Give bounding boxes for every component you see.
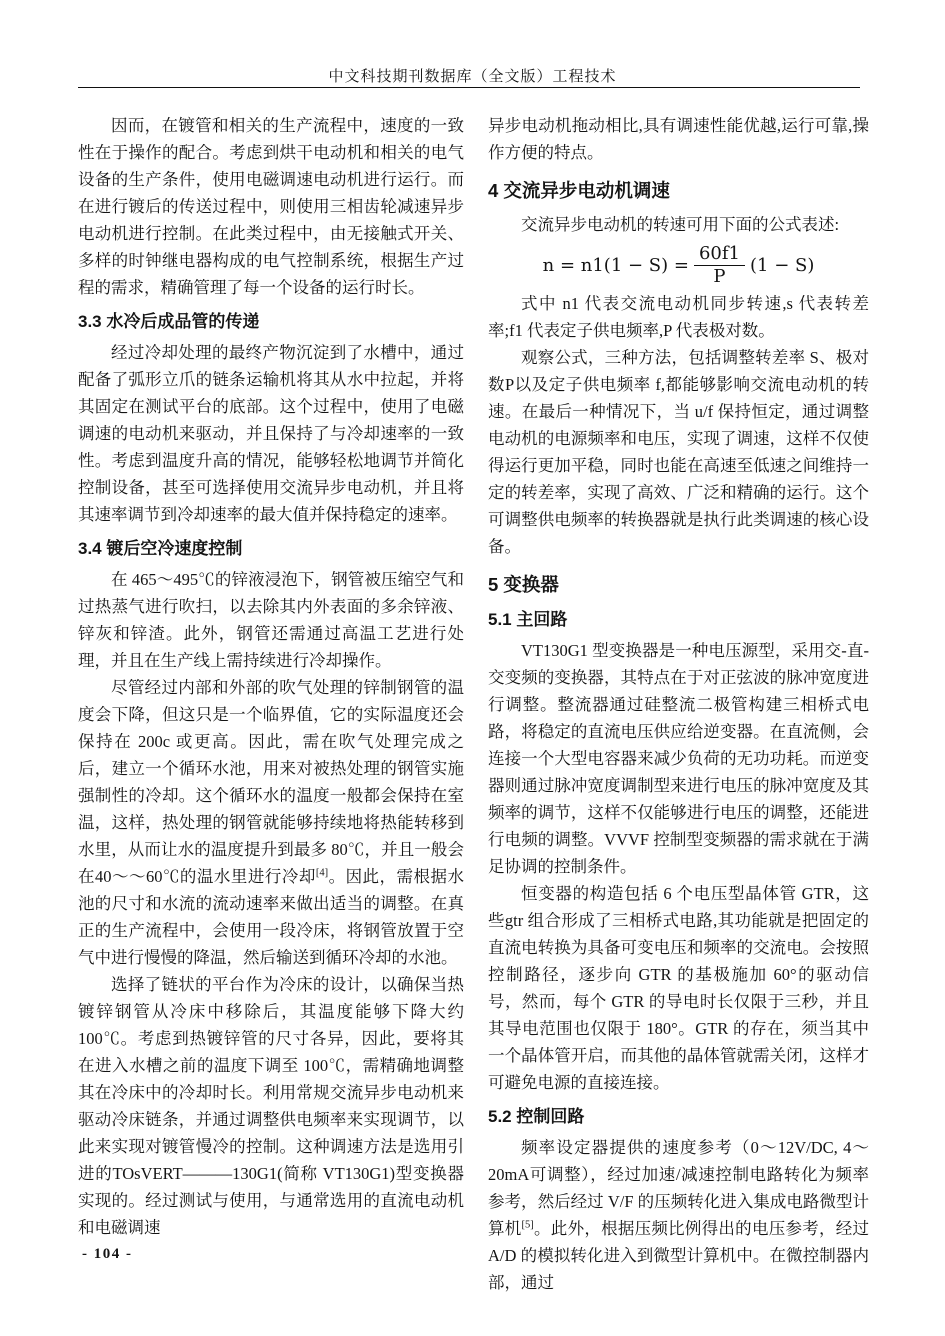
paragraph xyxy=(488,1134,869,1296)
equation-rhs: (1 − S) xyxy=(750,254,815,276)
section-heading-5: 5 变换器 xyxy=(488,574,559,596)
paragraph-continuation: 异步电动机拖动相比,具有调速性能优越,运行可靠,操作方便的特点。 xyxy=(488,116,869,162)
section-heading-5-1: 5.1 主回路 xyxy=(488,610,568,630)
paragraph-text: 尽管经过内部和外部的吹气处理的锌制钢管的温度会下降，但这只是一个临界值，它的实际温度还会保持在 200c 或更高。因此，需在吹气处理完成之后，建立一个循环水池，用来对被热处理的钢管实施强制性的冷却。这个循环水的温度一般都会保持在室温，这样，热处理的钢管就能够持续地将热能转移到水里，从而让水的温度提升到最多 80℃，并且一般会在40～～60℃的温水里进行冷却 xyxy=(78,678,464,886)
paragraph: 恒变器的构造包括 6 个电压型晶体管 GTR，这些gtr 组合形成了三相桥式电路,其功能就是把固定的直流电转换为具备可变电压和频率的交流电。会按照控制路径，逐步向 GTR 的基极施加 60°的驱动信号，然而，每个 GTR 的导电时长仅限于三秒，并且其导电范围也仅限于 180°。GTR 的存在，须当其中一个晶体管开启，而其他的晶体管就需关闭，这样才可避免电源的直接连接。 xyxy=(488,884,869,1093)
section-heading-4: 4 交流异步电动机调速 xyxy=(488,180,670,201)
paragraph: 经过冷却处理的最终产物沉淀到了水槽中，通过配备了弧形立爪的链条运输机将其从水中拉起，并将其固定在测试平台的底部。这个过程中，使用了电磁调速的电动机来驱动，并且保持了与冷却速率的一致性。考虑到温度升高的情况，能够轻松地调节并简化控制设备，甚至可选择使用交流异步电动机，并且将其速率调节到冷却速率的最大值并保持稳定的速率。 xyxy=(78,343,464,524)
equation-motor-speed xyxy=(488,243,869,287)
paragraph-text: 。因此，需根据水池的尺寸和水流的流动速率来做出适当的调整。在真正的生产流程中，会使用一段冷床，将钢管放置于空气中进行慢慢的降温，然后输送到循环冷却的水池。 xyxy=(78,867,465,967)
section-heading-3-3: 3.3 水冷后成品管的传递 xyxy=(78,312,260,331)
citation-marker-4: [4] xyxy=(315,867,329,879)
equation-fraction xyxy=(694,243,745,287)
paragraph: 交流异步电动机的转速可用下面的公式表述: xyxy=(521,215,840,234)
paragraph: 观察公式，三种方法，包括调整转差率 S、极对数P以及定子供电频率 f,都能够影响交流电动机的转速。在最后一种情况下，当 u/f 保持恒定，通过调整电动机的电源频率和电压，实现了调速，这样不仅使得运行更加平稳，同时也能在高速至低速之间维持一定的转差率，实现了高效、广泛和精确的运行。这个可调整供电频率的转换器就是执行此类调速的核心设备。 xyxy=(488,348,869,557)
paragraph: VT130G1 型变换器是一种电压源型，采用交-直-交变频的变换器，其特点在于对正弦波的脉冲宽度进行调整。整流器通过硅整流二极管构建三相桥式电路，将稳定的直流电压供应给逆变器。在直流侧，会连接一个大型电容器来减少负荷的无功功耗。而逆变器则通过脉冲宽度调制型来进行电压的脉冲宽度及其频率的调节，这样不仅能够进行电压的调整，还能进行电频的调整。VVVF 控制型变频器的需求就在于满足协调的控制条件。 xyxy=(488,641,869,877)
section-heading-3-4: 3.4 镀后空冷速度控制 xyxy=(78,539,243,558)
journal-header: 中文科技期刊数据库（全文版）工程技术 xyxy=(328,69,617,85)
equation-lhs: n = n1(1 − S) = xyxy=(542,254,689,276)
fraction-numerator: 60f1 xyxy=(694,243,745,266)
paragraph: 选择了链状的平台作为冷床的设计，以确保当热镀锌钢管从冷床中移除后，其温度能够下降大约 100℃。考虑到热镀锌管的尺寸各异，因此，要将其在进入水槽之前的温度下调至 100℃，需精确地调整其在冷床中的冷却时长。利用常规交流异步电动机来驱动冷床链条，并通过调整供电频率来实现调节，以此来实现对镀管慢冷的控制。这种调速方法是选用引进的TOsVERT———130G1(简称 VT130G1)型变换器实现的。经过测试与使用，与通常选用的直流电动机和电磁调速 xyxy=(78,975,464,1237)
right-column xyxy=(488,112,869,1296)
paragraph-text: 频率设定器提供的速度参考（0～12V/DC, 4～20mA可调整），经过加速/减速控制电路转化为频率参考，然后经过 V/F 的压频转化进入集成电路微型计算机 xyxy=(488,1138,869,1239)
section-heading-5-2: 5.2 控制回路 xyxy=(488,1107,585,1127)
fraction-denominator: P xyxy=(713,265,726,287)
paragraph: 因而，在镀管和相关的生产流程中，速度的一致性在于操作的配合。考虑到烘干电动机和相关的电气设备的生产条件，使用电磁调速电动机进行运行。而在进行镀后的传送过程中，则使用三相齿轮减速异步电动机进行控制。在此类过程中，由无接触式开关、多样的时钟继电器构成的电气控制系统，根据生产过程的需求，精确管理了每一个设备的运行时长。 xyxy=(78,116,464,297)
paragraph xyxy=(78,674,464,971)
paragraph-text: 。此外，根据压频比例得出的电压参考，经过 A/D 的模拟转化进入到微型计算机中。在微控制器内部，通过 xyxy=(488,1219,870,1293)
paragraph: 式中 n1 代表交流电动机同步转速,s 代表转差率;f1 代表定子供电频率,P 代表极对数。 xyxy=(488,294,869,341)
left-column xyxy=(78,112,464,1241)
paragraph: 在 465～495℃的锌液浸泡下，钢管被压缩空气和过热蒸气进行吹扫，以去除其内外表面的多余锌液、锌灰和锌渣。此外，钢管还需通过高温工艺进行处理，并且在生产线上需持续进行冷却操作。 xyxy=(78,570,464,670)
page-number: - 104 - xyxy=(82,1246,133,1262)
citation-marker-5: [5] xyxy=(521,1219,534,1231)
header-divider xyxy=(78,87,860,88)
